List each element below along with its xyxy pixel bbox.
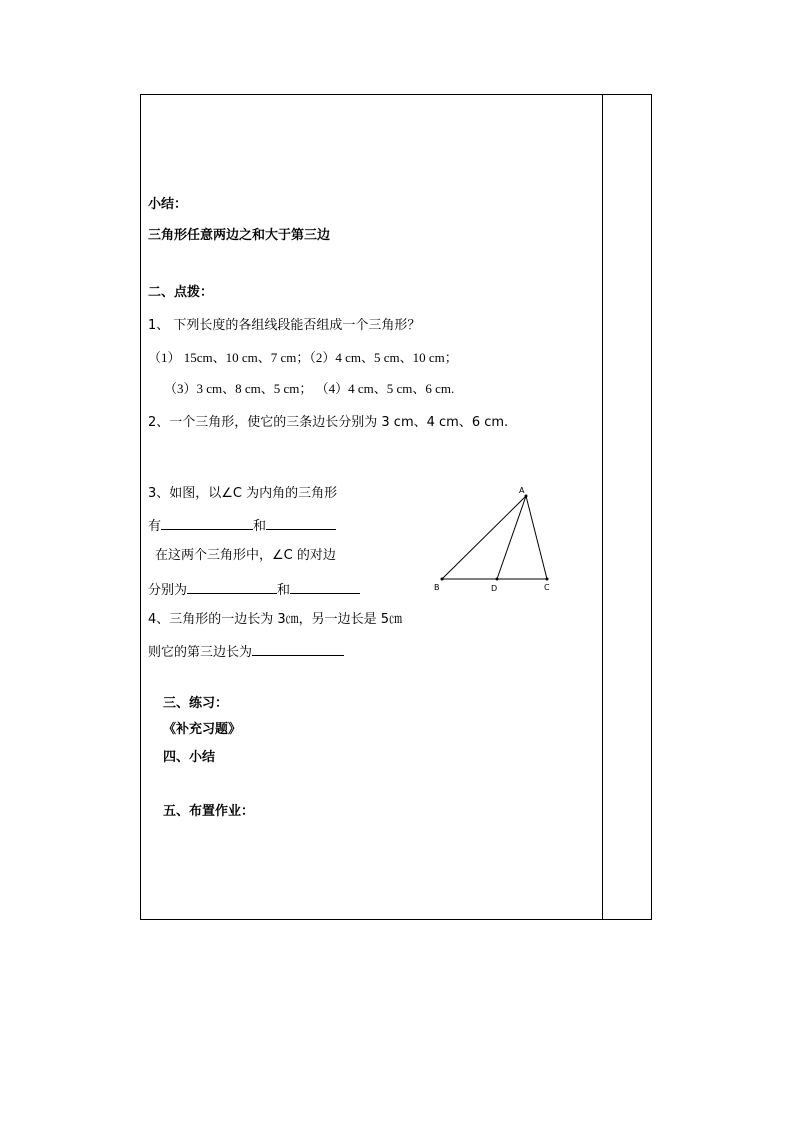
section3-title: 三、练习： xyxy=(163,696,229,711)
question-3-and: 和 xyxy=(253,519,267,534)
question-4-prefix: 则它的第三边长为 xyxy=(148,645,253,660)
point-c xyxy=(546,578,549,581)
segment-ad xyxy=(497,496,526,579)
answer-blank-4[interactable] xyxy=(252,642,344,656)
table-column-divider xyxy=(602,94,603,920)
section4-title: 四、小结 xyxy=(163,750,216,765)
segment-ac xyxy=(526,496,547,579)
label-c: C xyxy=(544,583,550,592)
summary-text: 三角形任意两边之和大于第三边 xyxy=(148,228,331,243)
question-2: 2、一个三角形，使它的三条边长分别为 3 cm、4 cm、6 cm. xyxy=(148,415,509,430)
question-3-line4-and: 和 xyxy=(277,583,291,598)
question-3-prefix: 有 xyxy=(148,519,162,534)
question-1: 1、 下列长度的各组线段能否组成一个三角形？ xyxy=(148,318,421,333)
question-3-line4 xyxy=(148,580,360,599)
label-d: D xyxy=(491,584,498,593)
question-4-line1: 4、三角形的一边长为 3㎝，另一边长是 5㎝ xyxy=(148,612,403,627)
question-1-options-line2: （3）3 cm、8 cm、5 cm； （4）4 cm、5 cm、6 cm. xyxy=(164,381,455,396)
answer-blank-3d[interactable] xyxy=(290,580,360,594)
section2-title: 二、点拨： xyxy=(148,285,214,300)
summary-title: 小结： xyxy=(148,197,188,212)
question-4-line2 xyxy=(148,642,344,661)
question-3-line4-prefix: 分别为 xyxy=(148,583,188,598)
answer-blank-3c[interactable] xyxy=(187,580,277,594)
question-3-line3: 在这两个三角形中，∠C 的对边 xyxy=(155,548,336,563)
label-b: B xyxy=(434,583,440,592)
worksheet-table-frame xyxy=(140,94,652,920)
section5-title: 五、布置作业： xyxy=(163,804,255,819)
point-b xyxy=(441,578,444,581)
question-1-options-line1: （1） 15cm、10 cm、7 cm；（2）4 cm、5 cm、10 cm； xyxy=(148,350,458,365)
answer-blank-3b[interactable] xyxy=(266,516,336,530)
segment-ab xyxy=(442,496,526,579)
question-3-line1: 3、如图，以∠C 为内角的三角形 xyxy=(148,486,338,501)
answer-blank-3a[interactable] xyxy=(161,516,253,530)
label-a: A xyxy=(519,486,525,495)
point-a xyxy=(525,495,528,498)
triangle-figure xyxy=(428,484,560,596)
point-d xyxy=(496,578,499,581)
question-3-line2 xyxy=(148,516,336,535)
section3-item: 《补充习题》 xyxy=(163,722,242,737)
